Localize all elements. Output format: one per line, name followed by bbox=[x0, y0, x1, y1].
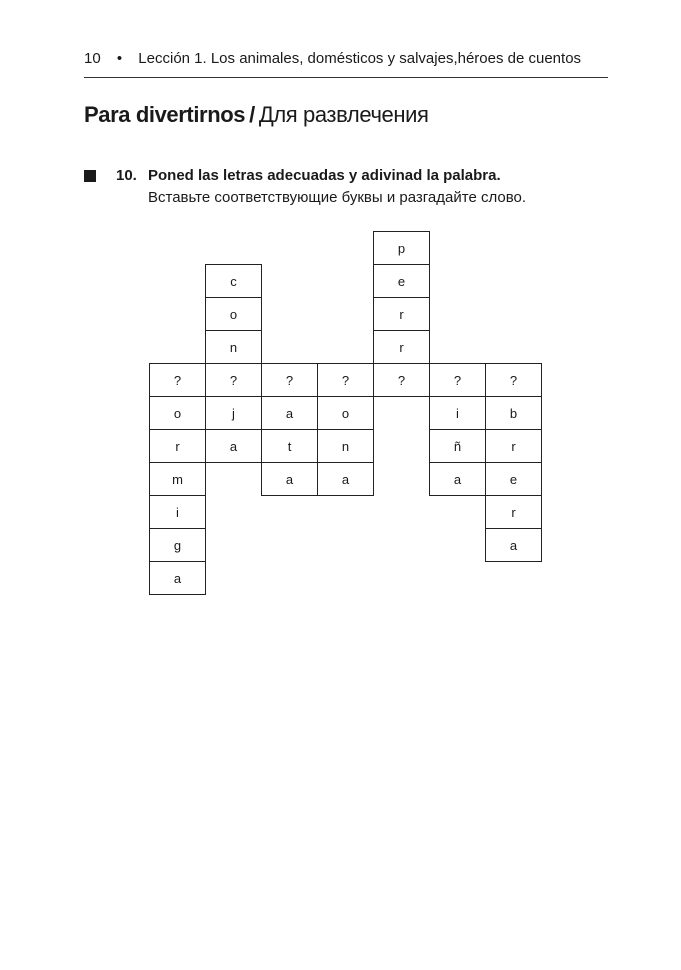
letter-cell: b bbox=[485, 396, 542, 430]
letter-cell: t bbox=[261, 429, 318, 463]
letter-cell: n bbox=[205, 330, 262, 364]
running-head bbox=[84, 48, 608, 70]
letter-cell: r bbox=[149, 429, 206, 463]
unknown-letter-cell: ? bbox=[149, 363, 206, 397]
letter-cell: o bbox=[205, 297, 262, 331]
instruction-ru: Вставьте соответствующие буквы и разгадайте слово. bbox=[148, 189, 527, 206]
letter-cell: r bbox=[373, 330, 430, 364]
letter-cell: i bbox=[429, 396, 486, 430]
letter-cell: a bbox=[261, 396, 318, 430]
unknown-letter-cell: ? bbox=[429, 363, 486, 397]
letter-cell: m bbox=[149, 462, 206, 496]
header-separator: • bbox=[116, 50, 123, 67]
unknown-letter-cell: ? bbox=[485, 363, 542, 397]
letter-cell: a bbox=[429, 462, 486, 496]
instruction-es: Poned las letras adecuadas y adivinad la palabra. bbox=[148, 167, 501, 184]
header-rule bbox=[84, 77, 608, 78]
letter-cell: i bbox=[149, 495, 206, 529]
letter-cell: r bbox=[373, 297, 430, 331]
section-title bbox=[84, 100, 429, 130]
letter-cell: ñ bbox=[429, 429, 486, 463]
lesson-title: Lección 1. Los animales, domésticos y salvajes,héroes de cuentos bbox=[138, 50, 582, 67]
section-title-ru: Для развлечения bbox=[258, 102, 429, 127]
letter-cell: g bbox=[149, 528, 206, 562]
letter-cell: p bbox=[373, 231, 430, 265]
letter-cell: e bbox=[373, 264, 430, 298]
section-title-separator: / bbox=[249, 102, 255, 127]
letter-cell: a bbox=[261, 462, 318, 496]
unknown-letter-cell: ? bbox=[261, 363, 318, 397]
letter-cell: e bbox=[485, 462, 542, 496]
exercise-number: 10. bbox=[116, 167, 137, 184]
letter-cell: c bbox=[205, 264, 262, 298]
letter-cell: a bbox=[317, 462, 374, 496]
unknown-letter-cell: ? bbox=[317, 363, 374, 397]
section-title-es: Para divertirnos bbox=[84, 102, 246, 127]
letter-cell: a bbox=[205, 429, 262, 463]
exercise-square-marker bbox=[84, 170, 96, 182]
letter-cell: o bbox=[149, 396, 206, 430]
unknown-letter-cell: ? bbox=[373, 363, 430, 397]
letter-cell: j bbox=[205, 396, 262, 430]
page-number: 10 bbox=[84, 50, 101, 67]
letter-cell: a bbox=[149, 561, 206, 595]
letter-cell: n bbox=[317, 429, 374, 463]
letter-cell: a bbox=[485, 528, 542, 562]
letter-cell: r bbox=[485, 495, 542, 529]
letter-cell: o bbox=[317, 396, 374, 430]
letter-cell: r bbox=[485, 429, 542, 463]
unknown-letter-cell: ? bbox=[205, 363, 262, 397]
